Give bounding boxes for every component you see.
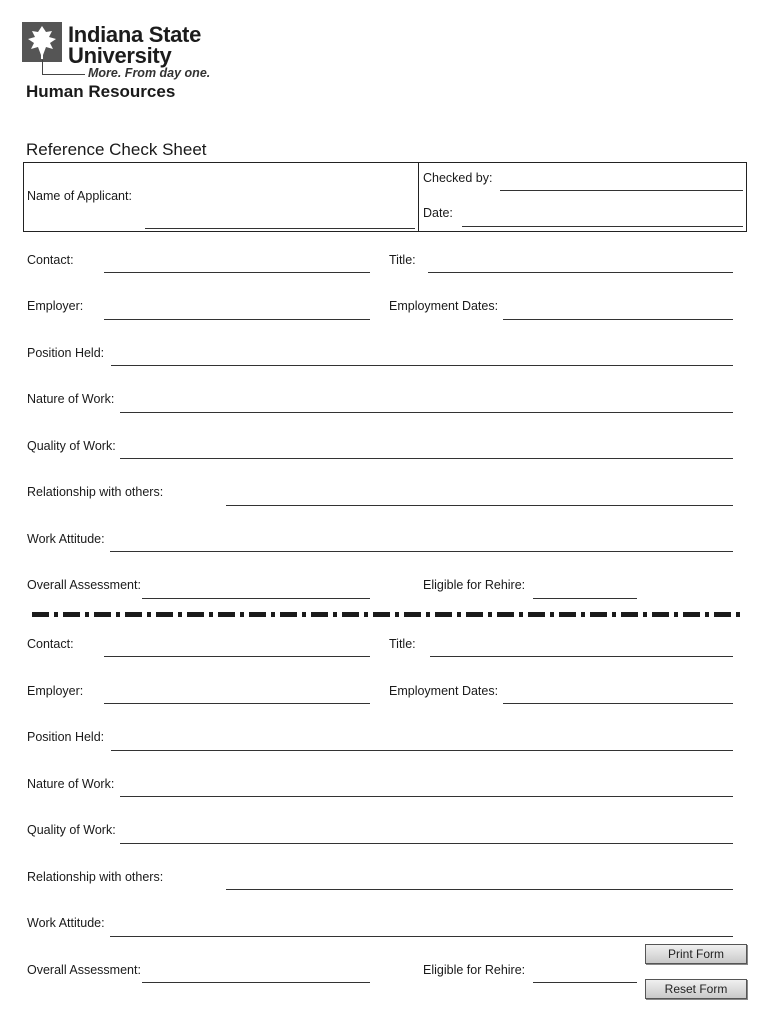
print-form-button[interactable]: Print Form [645,944,747,964]
overall-assessment-field[interactable] [142,598,370,599]
quality-of-work-label: Quality of Work: [27,823,116,837]
title-field[interactable] [430,656,733,657]
position-held-field[interactable] [111,750,733,751]
work-attitude-field[interactable] [110,551,733,552]
employment-dates-field[interactable] [503,319,733,320]
employer-field[interactable] [104,319,370,320]
overall-assessment-label: Overall Assessment: [27,578,141,592]
eligible-rehire-label: Eligible for Rehire: [423,578,526,592]
eligible-rehire-field[interactable] [533,982,637,983]
reset-form-button[interactable]: Reset Form [645,979,747,999]
nature-of-work-label: Nature of Work: [27,777,115,791]
section-separator [32,612,740,617]
checked-by-field[interactable] [500,190,743,191]
work-attitude-field[interactable] [110,936,733,937]
date-field[interactable] [462,226,743,227]
contact-field[interactable] [104,272,370,273]
department-title: Human Resources [26,82,176,101]
title-field[interactable] [428,272,733,273]
checked-by-label: Checked by: [423,171,493,185]
position-held-label: Position Held: [27,730,105,744]
overall-assessment-field[interactable] [142,982,370,983]
employer-field[interactable] [104,703,370,704]
title-label: Title: [389,637,416,651]
employment-dates-field[interactable] [503,703,733,704]
contact-label: Contact: [27,253,74,267]
applicant-name-field[interactable] [145,228,415,229]
nature-of-work-field[interactable] [120,796,733,797]
work-attitude-label: Work Attitude: [27,916,105,930]
employer-label: Employer: [27,299,84,313]
logo-tag-line [42,74,85,75]
position-held-label: Position Held: [27,346,105,360]
employment-dates-label: Employment Dates: [389,299,499,313]
position-held-field[interactable] [111,365,733,366]
title-label: Title: [389,253,416,267]
employer-label: Employer: [27,684,84,698]
relationship-label: Relationship with others: [27,485,164,499]
logo-text-line1: Indiana State [68,22,202,47]
contact-label: Contact: [27,637,74,651]
contact-field[interactable] [104,656,370,657]
page-title: Reference Check Sheet [26,140,207,159]
logo-text-line2: University [68,43,172,68]
quality-of-work-field[interactable] [120,843,733,844]
work-attitude-label: Work Attitude: [27,532,105,546]
date-label: Date: [423,206,453,220]
relationship-field[interactable] [226,505,733,506]
nature-of-work-label: Nature of Work: [27,392,115,406]
applicant-name-label: Name of Applicant: [27,189,132,203]
eligible-rehire-field[interactable] [533,598,637,599]
nature-of-work-field[interactable] [120,412,733,413]
relationship-label: Relationship with others: [27,870,164,884]
relationship-field[interactable] [226,889,733,890]
applicant-box-divider [418,162,419,232]
overall-assessment-label: Overall Assessment: [27,963,141,977]
logo-tagline: More. From day one. [88,66,211,80]
logo-tag-stem [42,60,43,75]
university-logo-icon [22,22,62,62]
employment-dates-label: Employment Dates: [389,684,499,698]
quality-of-work-field[interactable] [120,458,733,459]
eligible-rehire-label: Eligible for Rehire: [423,963,526,977]
quality-of-work-label: Quality of Work: [27,439,116,453]
